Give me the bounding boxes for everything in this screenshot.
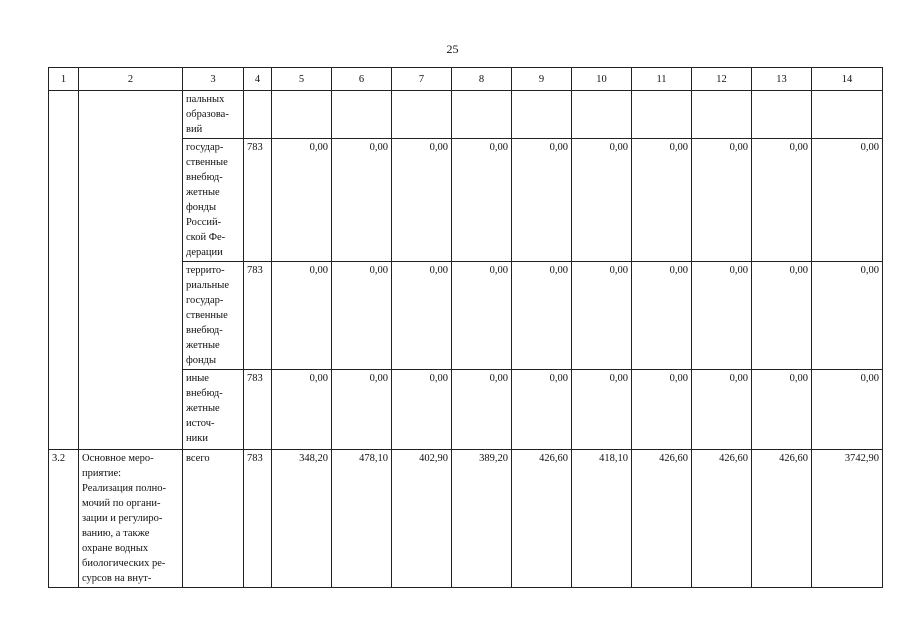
code-cell: 783 <box>244 370 272 450</box>
cell-line: фонды <box>186 355 217 366</box>
value-cell: 0,00 <box>272 262 332 370</box>
code-cell <box>244 91 272 139</box>
col-header: 10 <box>572 68 632 91</box>
col-header: 14 <box>812 68 883 91</box>
col-header: 2 <box>79 68 183 91</box>
value-cell: 0,00 <box>692 262 752 370</box>
value-cell: 0,00 <box>812 262 883 370</box>
value-cell: 0,00 <box>392 262 452 370</box>
value-cell <box>572 91 632 139</box>
value-cell <box>512 91 572 139</box>
value-cell: 0,00 <box>752 139 812 262</box>
header-row <box>49 68 883 91</box>
funding-source-cell <box>183 450 244 588</box>
cell-line: фонды <box>186 202 217 213</box>
col-header: 7 <box>392 68 452 91</box>
value-cell: 0,00 <box>452 262 512 370</box>
code-cell: 783 <box>244 262 272 370</box>
col-header: 8 <box>452 68 512 91</box>
cell-line: иные <box>186 373 209 384</box>
value-cell: 0,00 <box>572 262 632 370</box>
value-cell: 0,00 <box>332 139 392 262</box>
value-cell: 0,00 <box>272 370 332 450</box>
row-number-cell: 3.2 <box>49 450 79 588</box>
cell-line: источ- <box>186 418 215 429</box>
cell-line: внебюд- <box>186 172 223 183</box>
cell-line: ственные <box>186 310 228 321</box>
value-cell: 478,10 <box>332 450 392 588</box>
table-row <box>49 91 883 139</box>
code-cell: 783 <box>244 139 272 262</box>
funding-source-cell <box>183 139 244 262</box>
col-header: 1 <box>49 68 79 91</box>
value-cell: 0,00 <box>512 139 572 262</box>
cell-line: Россий- <box>186 217 222 228</box>
value-cell: 426,60 <box>632 450 692 588</box>
funding-source-cell <box>183 370 244 450</box>
value-cell: 0,00 <box>752 262 812 370</box>
cell-line: государ- <box>186 295 224 306</box>
cell-line: дерации <box>186 247 223 258</box>
value-cell <box>752 91 812 139</box>
cell-line: вий <box>186 124 203 135</box>
value-cell: 0,00 <box>632 262 692 370</box>
cell-line: всего <box>186 453 210 464</box>
cell-line: внебюд- <box>186 325 223 336</box>
value-cell: 0,00 <box>572 370 632 450</box>
value-cell: 0,00 <box>632 139 692 262</box>
col-header: 9 <box>512 68 572 91</box>
cell-line: биологических ре- <box>82 558 166 569</box>
cell-line: внебюд- <box>186 388 223 399</box>
value-cell: 426,60 <box>512 450 572 588</box>
value-cell: 0,00 <box>572 139 632 262</box>
cell-line: ской Фе- <box>186 232 226 243</box>
col-header: 6 <box>332 68 392 91</box>
cell-line: Основное меро- <box>82 453 154 464</box>
value-cell: 348,20 <box>272 450 332 588</box>
col-header: 3 <box>183 68 244 91</box>
cell-line: террито- <box>186 265 225 276</box>
value-cell: 426,60 <box>752 450 812 588</box>
value-cell: 0,00 <box>812 139 883 262</box>
cell-line: Реализация полно- <box>82 483 166 494</box>
col-header: 11 <box>632 68 692 91</box>
value-cell: 402,90 <box>392 450 452 588</box>
value-cell <box>272 91 332 139</box>
value-cell <box>452 91 512 139</box>
value-cell <box>632 91 692 139</box>
cell-line: риальные <box>186 280 229 291</box>
row-number-cell <box>49 91 79 450</box>
value-cell <box>812 91 883 139</box>
col-header: 5 <box>272 68 332 91</box>
measure-name-cell <box>79 450 183 588</box>
value-cell: 0,00 <box>692 139 752 262</box>
cell-line: ственные <box>186 157 228 168</box>
value-cell: 0,00 <box>332 370 392 450</box>
table-row <box>49 450 883 588</box>
budget-table <box>48 67 883 588</box>
value-cell: 0,00 <box>752 370 812 450</box>
cell-line: зации и регулиро- <box>82 513 163 524</box>
col-header: 12 <box>692 68 752 91</box>
value-cell: 0,00 <box>632 370 692 450</box>
value-cell: 0,00 <box>452 370 512 450</box>
cell-line: жетные <box>186 340 220 351</box>
funding-source-cell <box>183 91 244 139</box>
cell-line: сурсов на внут- <box>82 573 152 584</box>
cell-line: ванию, а также <box>82 528 150 539</box>
cell-line: приятие: <box>82 468 122 479</box>
cell-line: государ- <box>186 142 224 153</box>
value-cell: 0,00 <box>332 262 392 370</box>
value-cell: 426,60 <box>692 450 752 588</box>
col-header: 4 <box>244 68 272 91</box>
cell-line: пальных <box>186 94 225 105</box>
cell-line: жетные <box>186 403 220 414</box>
value-cell: 418,10 <box>572 450 632 588</box>
col-header: 13 <box>752 68 812 91</box>
value-cell: 389,20 <box>452 450 512 588</box>
value-cell: 0,00 <box>392 370 452 450</box>
cell-line: ники <box>186 433 208 444</box>
value-cell <box>332 91 392 139</box>
value-cell <box>692 91 752 139</box>
value-cell: 0,00 <box>812 370 883 450</box>
value-cell: 3742,90 <box>812 450 883 588</box>
code-cell: 783 <box>244 450 272 588</box>
value-cell: 0,00 <box>272 139 332 262</box>
value-cell: 0,00 <box>692 370 752 450</box>
value-cell: 0,00 <box>512 370 572 450</box>
measure-name-cell <box>79 91 183 450</box>
funding-source-cell <box>183 262 244 370</box>
page-number: 25 <box>446 42 459 56</box>
value-cell <box>392 91 452 139</box>
value-cell: 0,00 <box>512 262 572 370</box>
cell-line: жетные <box>186 187 220 198</box>
cell-line: охране водных <box>82 543 149 554</box>
cell-line: образова- <box>186 109 229 120</box>
cell-line: мочий по органи- <box>82 498 161 509</box>
value-cell: 0,00 <box>392 139 452 262</box>
value-cell: 0,00 <box>452 139 512 262</box>
